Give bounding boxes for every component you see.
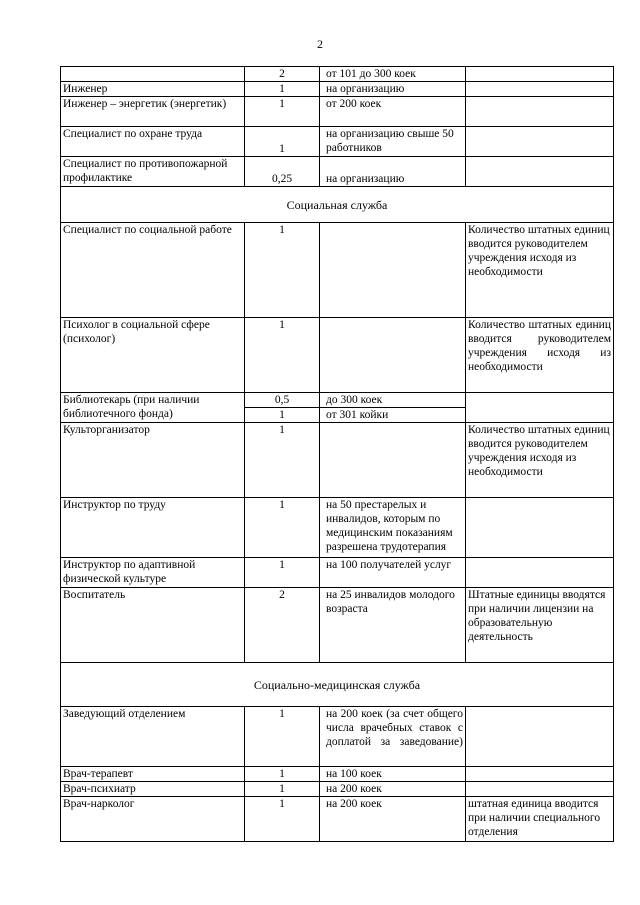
position-cell — [61, 67, 245, 82]
table-row — [61, 223, 614, 318]
norm-cell: на 100 получателей услуг — [320, 558, 466, 588]
quantity-cell: 1 — [245, 558, 320, 588]
table-row — [61, 707, 614, 767]
table-row — [61, 782, 614, 797]
quantity-cell: 0,5 — [245, 393, 320, 408]
quantity-cell: 1 — [245, 318, 320, 393]
table-row — [61, 588, 614, 663]
quantity-cell: 1 — [245, 797, 320, 842]
note-cell — [466, 82, 614, 97]
norm-cell: на организацию свыше 50 работников — [320, 127, 466, 157]
quantity-cell: 1 — [245, 498, 320, 558]
norm-cell — [320, 423, 466, 498]
position-cell: Воспитатель — [61, 588, 245, 663]
norm-cell: от 301 койки — [320, 408, 466, 423]
quantity-cell: 0,25 — [245, 157, 320, 187]
norm-cell: на организацию — [320, 157, 466, 187]
note-cell: Штатные единицы вводятся при наличии лицензии на образовательную деятельность — [466, 588, 614, 663]
table-row — [61, 498, 614, 558]
position-cell: Инструктор по адаптивной физической культуре — [61, 558, 245, 588]
note-cell — [466, 498, 614, 558]
norm-cell: на 200 коек — [320, 782, 466, 797]
position-cell: Инженер – энергетик (энергетик) — [61, 97, 245, 127]
section-row — [61, 187, 614, 223]
table-row — [61, 67, 614, 82]
position-cell: Инструктор по труду — [61, 498, 245, 558]
table-row — [61, 423, 614, 498]
norm-cell: на 25 инвалидов молодого возраста — [320, 588, 466, 663]
norm-cell — [320, 318, 466, 393]
note-cell: Количество штатных единиц вводится руководителем учреждения исходя из необходимости — [466, 318, 614, 393]
table-row — [61, 157, 614, 187]
quantity-cell: 1 — [245, 82, 320, 97]
section-title-medical: Социально-медицинская служба — [61, 663, 614, 707]
table-row — [61, 82, 614, 97]
norm-cell — [320, 223, 466, 318]
staffing-table — [60, 66, 614, 842]
section-row — [61, 663, 614, 707]
position-cell: Культорганизатор — [61, 423, 245, 498]
position-cell: Специалист по социальной работе — [61, 223, 245, 318]
table-row — [61, 318, 614, 393]
norm-cell: на 200 коек (за счет общего числа врачебных ставок с доплатой за заведование) — [320, 707, 466, 767]
note-cell: Количество штатных единиц вводится руководителем учреждения исходя из необходимости — [466, 223, 614, 318]
table-row — [61, 558, 614, 588]
quantity-cell: 1 — [245, 707, 320, 767]
note-cell — [466, 67, 614, 82]
note-cell — [466, 157, 614, 187]
position-cell: Специалист по охране труда — [61, 127, 245, 157]
position-cell: Врач-психиатр — [61, 782, 245, 797]
note-cell — [466, 767, 614, 782]
note-cell — [466, 97, 614, 127]
position-cell: Врач-нарколог — [61, 797, 245, 842]
norm-cell: на 200 коек — [320, 797, 466, 842]
position-cell: Инженер — [61, 82, 245, 97]
position-cell: Специалист по противопожарной профилактике — [61, 157, 245, 187]
quantity-cell: 1 — [245, 97, 320, 127]
quantity-cell: 1 — [245, 767, 320, 782]
position-cell: Врач-терапевт — [61, 767, 245, 782]
quantity-cell: 2 — [245, 67, 320, 82]
norm-cell: на 100 коек — [320, 767, 466, 782]
norm-cell: на 50 престарелых и инвалидов, которым по медицинским показаниям разрешена трудотерапия — [320, 498, 466, 558]
note-cell — [466, 558, 614, 588]
quantity-cell: 1 — [245, 782, 320, 797]
section-title-social: Социальная служба — [61, 187, 614, 223]
note-cell — [466, 393, 614, 423]
table-row — [61, 797, 614, 842]
note-cell: штатная единица вводится при наличии специального отделения — [466, 797, 614, 842]
norm-cell: от 101 до 300 коек — [320, 67, 466, 82]
quantity-cell: 2 — [245, 588, 320, 663]
note-cell — [466, 707, 614, 767]
quantity-cell: 1 — [245, 408, 320, 423]
page-number: 2 — [317, 37, 323, 51]
position-cell: Психолог в социальной сфере (психолог) — [61, 318, 245, 393]
table-row — [61, 127, 614, 157]
quantity-cell: 1 — [245, 223, 320, 318]
quantity-cell: 1 — [245, 127, 320, 157]
quantity-cell: 1 — [245, 423, 320, 498]
position-cell: Библиотекарь (при наличии библиотечного фонда) — [61, 393, 245, 423]
note-cell: Количество штатных единиц вводится руководителем учреждения исходя из необходимости — [466, 423, 614, 498]
table-row — [61, 393, 614, 408]
norm-cell: до 300 коек — [320, 393, 466, 408]
norm-cell: на организацию — [320, 82, 466, 97]
norm-cell: от 200 коек — [320, 97, 466, 127]
position-cell: Заведующий отделением — [61, 707, 245, 767]
table-row — [61, 97, 614, 127]
note-cell — [466, 782, 614, 797]
table-row — [61, 767, 614, 782]
note-cell — [466, 127, 614, 157]
